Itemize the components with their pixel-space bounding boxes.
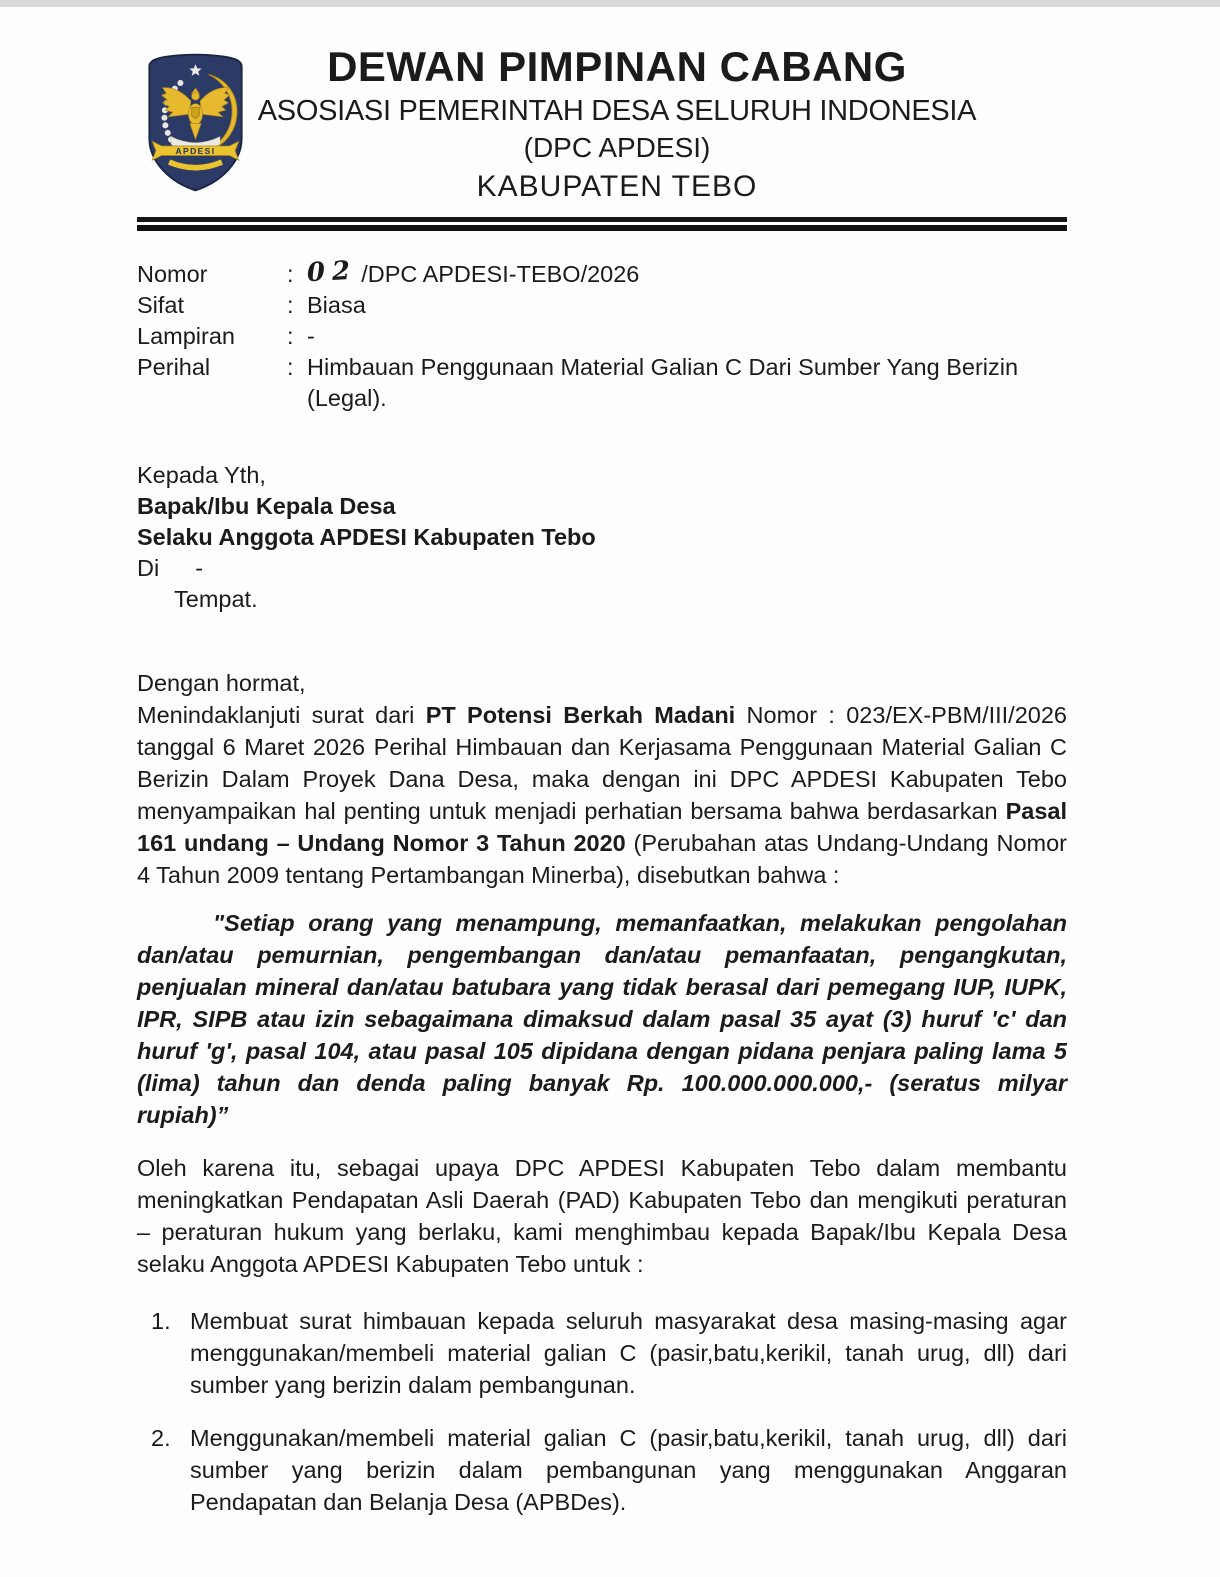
recipient-salutation: Kepada Yth, [137, 461, 266, 488]
letter-greeting: Dengan hormat, [137, 669, 306, 696]
meta-separator: : [287, 353, 294, 380]
org-abbreviation: (DPC APDESI) [523, 132, 711, 164]
letterhead-text [137, 44, 1067, 205]
meta-nomor-suffix: /DPC APDESI-TEBO/2026 [361, 260, 640, 287]
legal-quote: "Setiap orang yang menampung, memanfaatkan, melakukan pengolahan dan/atau pemurnian, pengembangan dan/atau pemanfaatan, pengangkutan, penjualan mineral dan/atau batubara yang tidak berasal dari pemegang IUP, IUPK, IPR, SIPB atau izin sebagaimana dimaksud dalam pasal 35 ayat (3) huruf 'c' dan huruf 'g', pasal 104, atau pasal 105 dipidana dengan pidana penjara paling lama 5 (lima) tahun dan denda paling banyak Rp. 100.000.000.000,- (seratus milyar rupiah)” [137, 909, 1067, 1128]
recipient-di-dash: - [195, 554, 204, 581]
apdesi-crest-svg [139, 48, 252, 197]
recipient-di-line [137, 553, 1067, 584]
letterhead [137, 44, 1067, 205]
list-item-number: 1. [151, 1307, 171, 1334]
recipient-addressee-role: Selaku Anggota APDESI Kabupaten Tebo [137, 523, 596, 550]
p1-law-reference: Pasal 161 undang – Undang Nomor 3 Tahun 2020 [137, 797, 1067, 856]
meta-value-perihal: Himbauan Penggunaan Material Galian C Dari Sumber Yang Berizin (Legal). [307, 353, 1019, 411]
meta-row-perihal [137, 352, 1067, 414]
p1-company-name: PT Potensi Berkah Madani [425, 701, 736, 728]
list-item-gap [173, 1422, 190, 1518]
apdesi-crest-logo-icon [139, 48, 252, 197]
recipient-place: Tempat. [174, 585, 258, 612]
recipient-addressee: Bapak/Ibu Kepala Desa [137, 492, 396, 519]
org-subtitle: ASOSIASI PEMERINTAH DESA SELURUH INDONESIA [257, 95, 977, 128]
meta-separator: : [287, 291, 294, 318]
meta-value-sifat: Biasa [307, 291, 366, 318]
paragraph-1 [137, 699, 1067, 891]
list-item [137, 1305, 1067, 1401]
meta-value-nomor [306, 255, 1067, 290]
instruction-list [137, 1305, 1067, 1518]
meta-label-sifat: Sifat [137, 291, 185, 318]
meta-separator: : [287, 322, 294, 349]
p1-segment: (Perubahan atas Undang-Undang Nomor 4 Tahun 2009 tentang Pertambangan Minerba), disebutkan bahwa : [137, 829, 1067, 888]
recipient-di-label: Di [137, 554, 160, 581]
paragraph-2: Oleh karena itu, sebagai upaya DPC APDESI Kabupaten Tebo dalam membantu meningkatkan Pendapatan Asli Daerah (PAD) Kabupaten Tebo dan mengikuti peraturan – peraturan hukum yang berlaku, kami menghimbau kepada Bapak/Ibu Kepala Desa selaku Anggota APDESI Kabupaten Tebo untuk : [137, 1154, 1067, 1277]
letter-content [137, 44, 1067, 1518]
garuda-chest-shield [192, 107, 200, 118]
list-item-text: Membuat surat himbauan kepada seluruh masyarakat desa masing-masing agar menggunakan/membeli material galian C (pasir,batu,kerikil, tanah urug, dll) dari sumber yang berizin dalam pembangunan. [190, 1307, 1067, 1398]
logo-banner-text: APDESI [175, 146, 216, 157]
org-title: DEWAN PIMPINAN CABANG [327, 43, 907, 90]
meta-label-lampiran: Lampiran [137, 322, 235, 349]
meta-separator: : [287, 260, 294, 287]
list-item-number: 2. [151, 1424, 171, 1451]
letter-meta [137, 255, 1067, 414]
org-region: KABUPATEN TEBO [476, 170, 758, 204]
recipient-block [137, 460, 1067, 615]
list-item-gap [173, 1305, 190, 1401]
list-item-text: Menggunakan/membeli material galian C (pasir,batu,kerikil, tanah urug, dll) dari sumber yang berizin dalam pembangunan yang menggunakan Anggaran Pendapatan dan Belanja Desa (APBDes). [190, 1424, 1067, 1515]
letterhead-divider [137, 217, 1067, 231]
p1-segment: Nomor : 023/EX-PBM/III/2026 tanggal 6 Maret 2026 Perihal Himbauan dan Kerjasama Penggunaan Material Galian C Berizin Dalam Proyek Dana Desa, maka dengan ini DPC APDESI Kabupaten Tebo menyampaikan hal penting untuk menjadi perhatian bersama bahwa berdasarkan [137, 701, 1067, 824]
meta-label-perihal: Perihal [137, 353, 211, 380]
meta-row-sifat [137, 290, 1067, 321]
meta-value-lampiran: - [307, 322, 315, 349]
handwritten-letter-number: 02 [306, 255, 358, 289]
meta-row-nomor [137, 255, 1067, 290]
meta-row-lampiran [137, 321, 1067, 352]
list-item [137, 1422, 1067, 1518]
scan-edge-artifact [0, 0, 1220, 7]
p1-segment: Menindaklanjuti surat dari [137, 701, 426, 728]
meta-label-nomor: Nomor [137, 260, 208, 287]
